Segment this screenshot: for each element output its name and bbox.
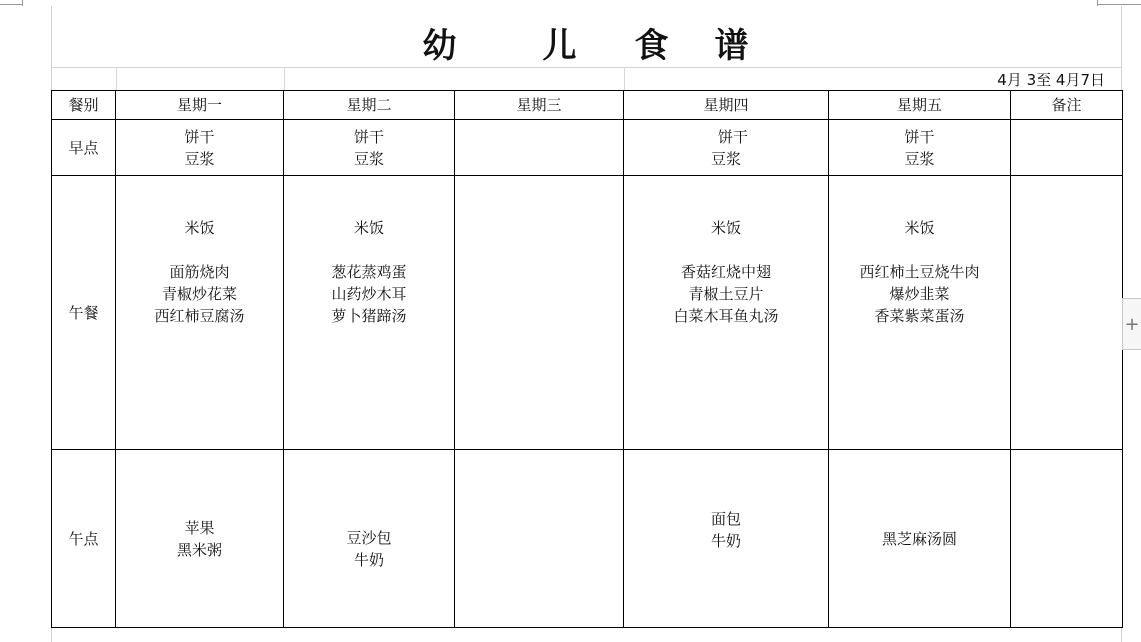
header-meal: 餐别 xyxy=(52,91,116,120)
lunch-mon xyxy=(116,176,284,450)
menu-item: 豆浆 xyxy=(353,149,384,168)
snack-wed xyxy=(455,450,624,628)
snack-note xyxy=(1011,450,1123,628)
snack-row xyxy=(52,450,1123,628)
menu-item: 白菜木耳鱼丸汤 xyxy=(673,307,779,325)
breakfast-row xyxy=(52,120,1123,176)
breakfast-tue xyxy=(284,120,455,176)
meal-label-lunch: 午餐 xyxy=(52,176,116,450)
menu-table xyxy=(51,90,1123,628)
menu-item: 饼干 xyxy=(353,127,384,146)
snack-mon xyxy=(116,450,284,628)
header-row xyxy=(52,91,1123,120)
lunch-fri xyxy=(829,176,1011,450)
header-wed: 星期三 xyxy=(455,91,624,120)
menu-item: 牛奶 xyxy=(710,531,741,550)
breakfast-wed xyxy=(455,120,624,176)
menu-item: 青椒土豆片 xyxy=(688,285,764,303)
menu-item: 米饭 xyxy=(353,219,384,237)
date-range: 4月 3至 4月7日 xyxy=(997,71,1105,89)
plus-icon[interactable]: + xyxy=(1122,298,1141,350)
page-corner-mark xyxy=(0,4,22,5)
breakfast-note xyxy=(1011,120,1123,176)
snack-tue xyxy=(284,450,455,628)
menu-item: 山药炒木耳 xyxy=(331,285,407,303)
lunch-wed xyxy=(455,176,624,450)
menu-item: 米饭 xyxy=(710,219,741,237)
faint-gridline xyxy=(624,68,625,90)
header-thu: 星期四 xyxy=(624,91,829,120)
title-area xyxy=(51,6,1122,68)
menu-item: 黑芝麻汤圆 xyxy=(881,529,957,548)
page-title xyxy=(52,18,1121,67)
lunch-thu xyxy=(624,176,829,450)
title-char: 谱 xyxy=(714,26,751,66)
page-corner-mark xyxy=(22,0,23,6)
header-note: 备注 xyxy=(1011,91,1123,120)
menu-item: 面包 xyxy=(710,509,741,528)
snack-thu xyxy=(624,450,829,628)
menu-item: 爆炒韭菜 xyxy=(889,285,950,303)
menu-item: 香菇红烧中翅 xyxy=(680,263,771,281)
breakfast-fri xyxy=(829,120,1011,176)
faint-gridline xyxy=(284,68,285,90)
menu-item: 青椒炒花菜 xyxy=(161,285,237,303)
menu-item: 萝卜猪蹄汤 xyxy=(331,307,407,325)
page-bottom-margin xyxy=(51,628,1122,642)
menu-item: 饼干 xyxy=(717,127,748,146)
page-corner-mark xyxy=(1097,4,1141,5)
header-tue: 星期二 xyxy=(284,91,455,120)
breakfast-thu xyxy=(624,120,829,176)
title-char: 食 xyxy=(634,26,671,66)
lunch-row xyxy=(52,176,1123,450)
menu-item: 香菜紫菜蛋汤 xyxy=(874,307,965,325)
menu-item: 苹果 xyxy=(184,518,215,537)
snack-fri xyxy=(829,450,1011,628)
menu-item: 饼干 xyxy=(904,127,935,146)
menu-item: 豆浆 xyxy=(904,149,935,168)
header-fri: 星期五 xyxy=(829,91,1011,120)
faint-gridline xyxy=(116,68,117,90)
menu-item: 豆浆 xyxy=(710,149,741,168)
menu-item: 面筋烧肉 xyxy=(169,263,230,281)
breakfast-mon xyxy=(116,120,284,176)
menu-item: 西红柿豆腐汤 xyxy=(154,307,245,325)
lunch-tue xyxy=(284,176,455,450)
title-char: 儿 xyxy=(542,26,579,66)
menu-item: 米饭 xyxy=(184,219,215,237)
menu-item: 饼干 xyxy=(184,127,215,146)
menu-item: 米饭 xyxy=(904,219,935,237)
menu-item: 豆浆 xyxy=(184,149,215,168)
meal-label-breakfast: 早点 xyxy=(52,120,116,176)
title-char: 幼 xyxy=(422,26,459,66)
menu-item: 西红柿土豆烧牛肉 xyxy=(859,263,980,281)
menu-item: 葱花蒸鸡蛋 xyxy=(331,263,407,281)
header-mon: 星期一 xyxy=(116,91,284,120)
meal-label-snack: 午点 xyxy=(52,450,116,628)
menu-item: 牛奶 xyxy=(353,550,384,569)
menu-item: 豆沙包 xyxy=(346,528,392,547)
lunch-note xyxy=(1011,176,1123,450)
date-row xyxy=(51,68,1122,90)
menu-item: 黑米粥 xyxy=(176,540,222,559)
